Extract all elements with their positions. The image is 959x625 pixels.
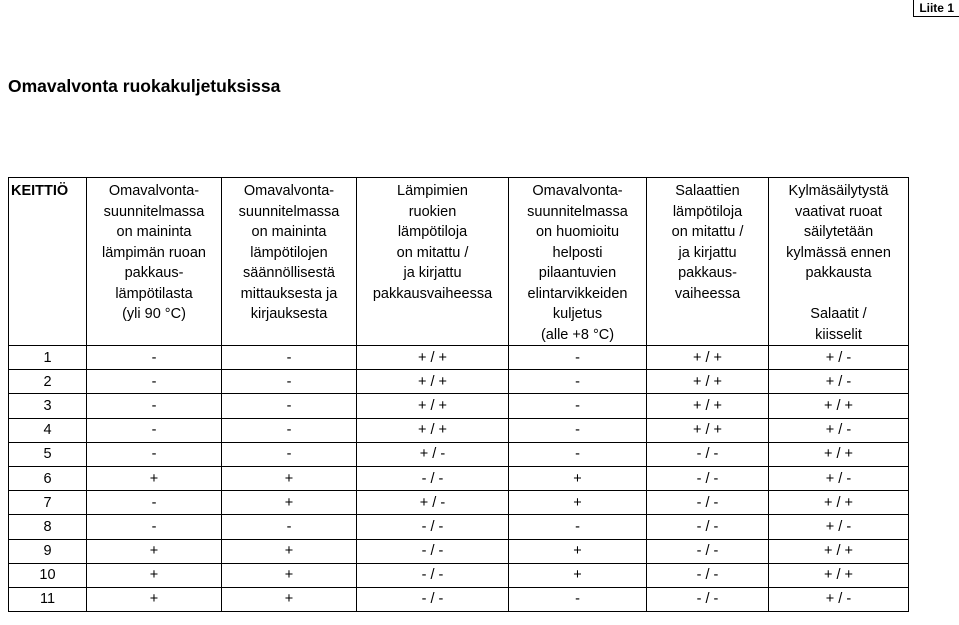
table-cell: + (509, 491, 647, 515)
table-cell: - / - (357, 466, 509, 490)
table-row (9, 491, 909, 515)
table-cell: + (222, 563, 357, 587)
kitchen-number-cell: 3 (9, 394, 87, 418)
table-cell: - (509, 587, 647, 611)
table-cell: + (87, 587, 222, 611)
kitchen-number-cell: 8 (9, 515, 87, 539)
column-header: Omavalvonta- suunnitelmassa on maininta lämpimän ruoan pakkaus- lämpötilasta (yli 90 °C) (87, 178, 222, 346)
table-cell: + / + (769, 491, 909, 515)
table-cell: + (87, 466, 222, 490)
table-cell: - (87, 515, 222, 539)
table-row (9, 539, 909, 563)
table-cell: + / + (769, 563, 909, 587)
table-cell: + (222, 539, 357, 563)
table-cell: + (222, 466, 357, 490)
table-cell: - (87, 346, 222, 370)
table-cell: - (222, 418, 357, 442)
table-cell: - (509, 346, 647, 370)
table-cell: - (222, 370, 357, 394)
table-cell: - / - (647, 515, 769, 539)
table-cell: + / - (769, 418, 909, 442)
kitchen-table (8, 177, 909, 612)
table-cell: + / - (769, 370, 909, 394)
kitchen-number-cell: 9 (9, 539, 87, 563)
table-row (9, 418, 909, 442)
table-cell: - (87, 442, 222, 466)
table-cell: + / + (769, 539, 909, 563)
kitchen-number-cell: 6 (9, 466, 87, 490)
column-header: Salaattien lämpötiloja on mitattu / ja kirjattu pakkaus- vaiheessa (647, 178, 769, 346)
table-cell: + / + (647, 346, 769, 370)
table-cell: - / - (357, 515, 509, 539)
table-cell: - (87, 491, 222, 515)
table-cell: + / + (357, 346, 509, 370)
table-row (9, 442, 909, 466)
table-cell: + (87, 539, 222, 563)
table-cell: + / + (769, 442, 909, 466)
table-cell: + / - (769, 346, 909, 370)
kitchen-number-cell: 4 (9, 418, 87, 442)
table-cell: - (509, 370, 647, 394)
table-cell: - (222, 346, 357, 370)
kitchen-header: KEITTIÖ (9, 178, 87, 346)
table-cell: - (509, 515, 647, 539)
table-cell: - / - (357, 563, 509, 587)
table-cell: + / - (769, 466, 909, 490)
table-row (9, 587, 909, 611)
table-cell: + / + (357, 370, 509, 394)
table-cell: - (509, 442, 647, 466)
kitchen-number-cell: 2 (9, 370, 87, 394)
table-cell: - / - (647, 539, 769, 563)
table-cell: + (509, 466, 647, 490)
table-cell: + / + (647, 394, 769, 418)
table-cell: - (509, 394, 647, 418)
table-cell: + (222, 587, 357, 611)
column-header: Omavalvonta- suunnitelmassa on maininta lämpötilojen säännöllisestä mittauksesta ja kirjauksesta (222, 178, 357, 346)
table-cell: - (222, 394, 357, 418)
table-cell: + / + (647, 418, 769, 442)
table-cell: + / - (357, 491, 509, 515)
table-cell: + (509, 539, 647, 563)
table-row (9, 515, 909, 539)
kitchen-number-cell: 5 (9, 442, 87, 466)
table-cell: - (222, 515, 357, 539)
table-cell: - (87, 370, 222, 394)
table-cell: - / - (647, 466, 769, 490)
table-cell: + / - (769, 587, 909, 611)
table-cell: + / - (769, 515, 909, 539)
table-cell: - / - (647, 587, 769, 611)
kitchen-number-cell: 11 (9, 587, 87, 611)
kitchen-number-cell: 1 (9, 346, 87, 370)
table-body (9, 346, 909, 612)
kitchen-number-cell: 7 (9, 491, 87, 515)
table-cell: + / - (357, 442, 509, 466)
page-title: Omavalvonta ruokakuljetuksissa (8, 76, 281, 96)
table-row (9, 466, 909, 490)
table-row (9, 346, 909, 370)
table-cell: + / + (357, 394, 509, 418)
column-header: Omavalvonta- suunnitelmassa on huomioitu helposti pilaantuvien elintarvikkeiden kuljetus (alle +8 °C) (509, 178, 647, 346)
table-cell: + (222, 491, 357, 515)
table-cell: - (87, 418, 222, 442)
table-cell: + (509, 563, 647, 587)
table-cell: - / - (647, 491, 769, 515)
table-cell: + / + (647, 370, 769, 394)
table-cell: - / - (357, 587, 509, 611)
table-row (9, 563, 909, 587)
table-cell: + (87, 563, 222, 587)
kitchen-number-cell: 10 (9, 563, 87, 587)
table-cell: + / + (769, 394, 909, 418)
table-row (9, 370, 909, 394)
table-cell: - (509, 418, 647, 442)
header-row (9, 178, 909, 346)
page-label: Liite 1 (913, 0, 959, 17)
table-cell: - (222, 442, 357, 466)
column-header: Lämpimien ruokien lämpötiloja on mitattu / ja kirjattu pakkausvaiheessa (357, 178, 509, 346)
table-cell: - / - (647, 563, 769, 587)
column-header: Kylmäsäilytystä vaativat ruoat säilytetään kylmässä ennen pakkausta Salaatit / kiisselit (769, 178, 909, 346)
table-row (9, 394, 909, 418)
table-cell: - (87, 394, 222, 418)
table-cell: - / - (357, 539, 509, 563)
table-cell: + / + (357, 418, 509, 442)
table-cell: - / - (647, 442, 769, 466)
